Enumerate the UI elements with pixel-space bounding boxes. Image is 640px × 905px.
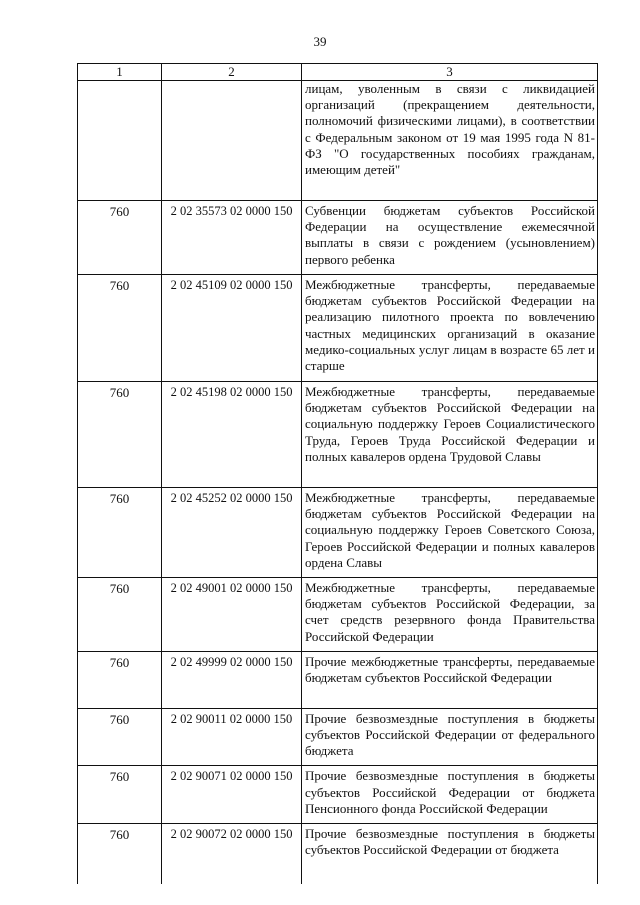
page-number: 39 (313, 34, 327, 49)
description-cell: Межбюджетные трансферты, передаваемые бюджетам субъектов Российской Федерации, за счет средств резервного фонда Правительства Российской Федерации (302, 578, 598, 652)
admin-code-cell: 760 (78, 766, 162, 824)
table-row (78, 708, 598, 766)
description-cell: лицам, уволенным в связи с ликвидацией организаций (прекращением деятельности, полномочий физическими лицами), в соответствии с Федеральным законом от 19 мая 1995 года N 81-ФЗ "О государственных пособиях гражданам, имеющим детей" (302, 81, 598, 201)
table-row (78, 651, 598, 708)
budget-code-cell: 2 02 49999 02 0000 150 (162, 651, 302, 708)
admin-code-cell: 760 (78, 382, 162, 488)
budget-code-cell: 2 02 49001 02 0000 150 (162, 578, 302, 652)
admin-code-cell: 760 (78, 201, 162, 275)
table-row (78, 382, 598, 488)
table-header-row (78, 64, 598, 81)
budget-code-cell: 2 02 90072 02 0000 150 (162, 824, 302, 884)
table-row (78, 275, 598, 382)
admin-code-cell: 760 (78, 824, 162, 884)
column-header-1: 1 (78, 64, 162, 81)
description-cell: Прочие безвозмездные поступления в бюджеты субъектов Российской Федерации от бюджета Пенсионного фонда Российской Федерации (302, 766, 598, 824)
budget-code-cell: 2 02 45109 02 0000 150 (162, 275, 302, 382)
table-row (78, 81, 598, 201)
description-cell: Прочие безвозмездные поступления в бюджеты субъектов Российской Федерации от федерального бюджета (302, 708, 598, 766)
description-cell: Межбюджетные трансферты, передаваемые бюджетам субъектов Российской Федерации на социальную поддержку Героев Советского Союза, Героев Российской Федерации и полных кавалеров ордена Славы (302, 488, 598, 578)
description-cell: Субвенции бюджетам субъектов Российской Федерации на осуществление ежемесячной выплаты в связи с рождением (усыновлением) первого ребенка (302, 201, 598, 275)
table-row (78, 488, 598, 578)
table-row (78, 578, 598, 652)
admin-code-cell: 760 (78, 651, 162, 708)
budget-code-cell: 2 02 45252 02 0000 150 (162, 488, 302, 578)
admin-code-cell: 760 (78, 578, 162, 652)
admin-code-cell: 760 (78, 708, 162, 766)
budget-code-cell: 2 02 45198 02 0000 150 (162, 382, 302, 488)
description-cell: Межбюджетные трансферты, передаваемые бюджетам субъектов Российской Федерации на социальную поддержку Героев Социалистического Труда, Героев Труда Российской Федерации и полных кавалеров ордена Трудовой Славы (302, 382, 598, 488)
budget-code-cell: 2 02 90011 02 0000 150 (162, 708, 302, 766)
column-header-2: 2 (162, 64, 302, 81)
admin-code-cell: 760 (78, 275, 162, 382)
budget-code-cell: 2 02 90071 02 0000 150 (162, 766, 302, 824)
admin-code-cell: 760 (78, 488, 162, 578)
table-row (78, 824, 598, 884)
budget-code-cell (162, 81, 302, 201)
column-header-3: 3 (302, 64, 598, 81)
budget-table (77, 63, 598, 884)
table-row (78, 201, 598, 275)
table-row (78, 766, 598, 824)
description-cell: Межбюджетные трансферты, передаваемые бюджетам субъектов Российской Федерации на реализацию пилотного проекта по вовлечению частных медицинских организаций в оказание медико-социальных услуг лицам в возрасте 65 лет и старше (302, 275, 598, 382)
budget-code-cell: 2 02 35573 02 0000 150 (162, 201, 302, 275)
description-cell: Прочие межбюджетные трансферты, передаваемые бюджетам субъектов Российской Федерации (302, 651, 598, 708)
description-cell: Прочие безвозмездные поступления в бюджеты субъектов Российской Федерации от бюджета (302, 824, 598, 884)
admin-code-cell (78, 81, 162, 201)
